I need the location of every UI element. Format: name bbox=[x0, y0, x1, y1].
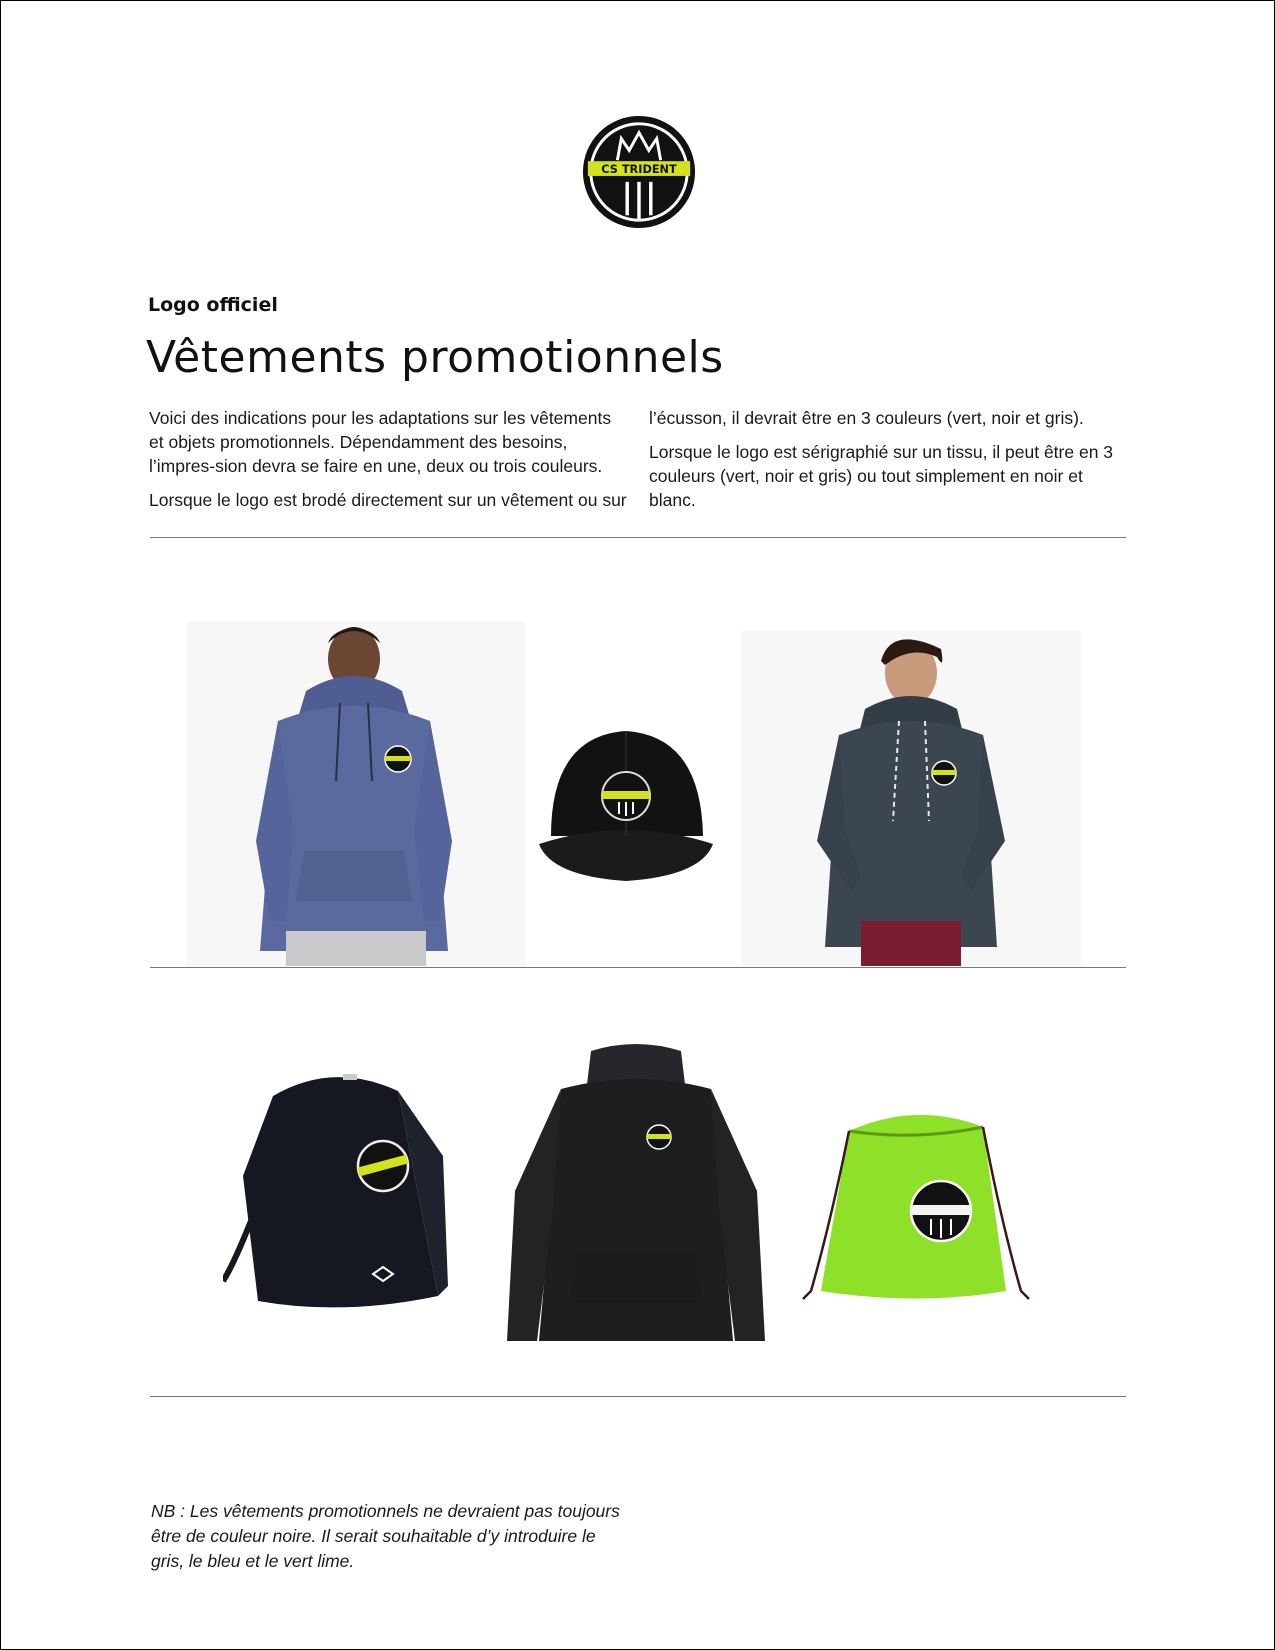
blue-hoodie-model-image bbox=[186, 621, 526, 966]
intro-paragraph: Lorsque le logo est brodé directement sur un vêtement ou sur bbox=[149, 490, 627, 510]
logo-text: CS TRIDENT bbox=[601, 162, 677, 176]
divider bbox=[150, 967, 1126, 968]
black-backpack-image bbox=[223, 1066, 463, 1316]
grey-hoodie-model-image bbox=[741, 631, 1081, 966]
page-title: Vêtements promotionnels bbox=[146, 332, 724, 383]
footnote: NB : Les vêtements promotionnels ne devraient pas toujours être de couleur noire. Il serait souhaitable d’y introduire le gris, le bleu et le vert lime. bbox=[151, 1501, 620, 1571]
black-cap-image bbox=[531, 726, 721, 891]
intro-column-right bbox=[649, 406, 1129, 522]
intro-column-left bbox=[149, 406, 627, 522]
intro-paragraph: Lorsque le logo est sérigraphié sur un tissu, il peut être en 3 couleurs (vert, noir et gris) ou tout simplement en noir et blanc. bbox=[649, 442, 1114, 510]
lime-drawstring-bag-image bbox=[801, 1101, 1031, 1316]
divider bbox=[150, 1396, 1126, 1397]
divider bbox=[150, 537, 1126, 538]
section-kicker: Logo officiel bbox=[148, 294, 278, 316]
intro-paragraph: l’écusson, il devrait être en 3 couleurs (vert, noir et gris). bbox=[649, 408, 1084, 428]
cs-trident-logo bbox=[580, 113, 698, 231]
black-hoodie-image bbox=[501, 1041, 771, 1351]
intro-paragraph: Voici des indications pour les adaptations sur les vêtements et objets promotionnels. Dépendamment des besoins, l’impres-sion devra se faire en une, deux ou trois couleurs. bbox=[149, 408, 612, 476]
